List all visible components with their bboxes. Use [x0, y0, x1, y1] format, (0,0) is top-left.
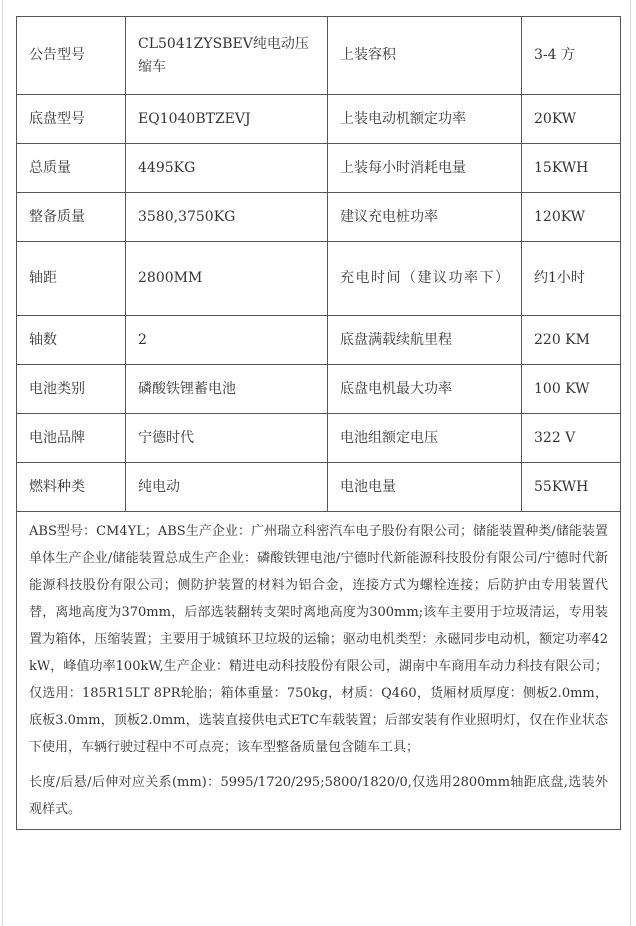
- row-value-2: 55KWH: [522, 463, 621, 512]
- row-value-2: 20KW: [522, 95, 621, 144]
- row-value-2: 322 V: [522, 414, 621, 463]
- row-label: 总质量: [17, 144, 126, 193]
- row-label: 轴数: [17, 316, 126, 365]
- notes-cell: [17, 512, 621, 830]
- row-label: 燃料种类: [17, 463, 126, 512]
- table-row: [17, 365, 621, 414]
- row-value: 4495KG: [126, 144, 328, 193]
- row-value-2: 220 KM: [522, 316, 621, 365]
- notes-paragraph: 长度/后悬/后伸对应关系(mm)：5995/1720/295;5800/1820/0,仅选用2800mm轴距底盘,选装外观样式。: [29, 775, 608, 817]
- row-value: 磷酸铁锂蓄电池: [126, 365, 328, 414]
- row-value: 3580,3750KG: [126, 193, 328, 242]
- row-value: 纯电动: [126, 463, 328, 512]
- table-row: [17, 144, 621, 193]
- row-value: 宁德时代: [126, 414, 328, 463]
- row-value: 2800MM: [126, 242, 328, 316]
- notes-paragraph: ABS型号：CM4YL；ABS生产企业：广州瑞立科密汽车电子股份有限公司；储能装置种类/储能装置单体生产企业/储能装置总成生产企业：磷酸铁锂电池/宁德时代新能源科技股份有限公司/宁德时代新能源科技股份有限公司；侧防护装置的材料为铝合金，连接方式为螺栓连接；后防护由专用装置代替，离地高度为370mm，后部选装翻转支架时离地高度为300mm;该车主要用于垃圾清运，专用装置为箱体，压缩装置；主要用于城镇环卫垃圾的运输；驱动电机类型：永磁同步电动机，额定功率42kW，峰值功率100kW,生产企业：精进电动科技股份有限公司，湖南中车商用车动力科技有限公司；仅选用：185R15LT 8PR轮胎；箱体重量：750kg，材质：Q460，货厢材质厚度：侧板2.0mm，底板3.0mm，顶板2.0mm，选装直接供电式ETC车载装置；后部安装有作业照明灯，仅在作业状态下使用，车辆行驶过程中不可点亮；该车型整备质量包含随车工具；: [29, 524, 608, 755]
- row-label-2: 充电时间（建议功率下）: [328, 242, 522, 316]
- table-row: [17, 316, 621, 365]
- row-value-2: 120KW: [522, 193, 621, 242]
- row-label: 公告型号: [17, 17, 126, 95]
- row-label: 整备质量: [17, 193, 126, 242]
- row-label-2: 上装容积: [328, 17, 522, 95]
- table-row: [17, 463, 621, 512]
- row-value: 2: [126, 316, 328, 365]
- row-value-2: 约1小时: [522, 242, 621, 316]
- row-value: CL5041ZYSBEV纯电动压缩车: [126, 17, 328, 95]
- row-value-2: 3-4 方: [522, 17, 621, 95]
- table-row: [17, 193, 621, 242]
- row-label-2: 底盘满载续航里程: [328, 316, 522, 365]
- table-row: [17, 414, 621, 463]
- row-value-2: 15KWH: [522, 144, 621, 193]
- table-row: [17, 95, 621, 144]
- spec-table: [16, 16, 621, 830]
- row-label-2: 建议充电桩功率: [328, 193, 522, 242]
- row-label-2: 电池电量: [328, 463, 522, 512]
- row-label-2: 上装电动机额定功率: [328, 95, 522, 144]
- row-label: 轴距: [17, 242, 126, 316]
- row-label-2: 电池组额定电压: [328, 414, 522, 463]
- notes-row: [17, 512, 621, 830]
- row-value-2: 100 KW: [522, 365, 621, 414]
- table-row: [17, 17, 621, 95]
- right-border-line: [630, 0, 631, 926]
- left-border-line: [2, 0, 3, 926]
- row-value: EQ1040BTZEVJ: [126, 95, 328, 144]
- row-label-2: 上装每小时消耗电量: [328, 144, 522, 193]
- row-label: 底盘型号: [17, 95, 126, 144]
- row-label: 电池类别: [17, 365, 126, 414]
- row-label-2: 底盘电机最大功率: [328, 365, 522, 414]
- row-label: 电池品牌: [17, 414, 126, 463]
- table-row: [17, 242, 621, 316]
